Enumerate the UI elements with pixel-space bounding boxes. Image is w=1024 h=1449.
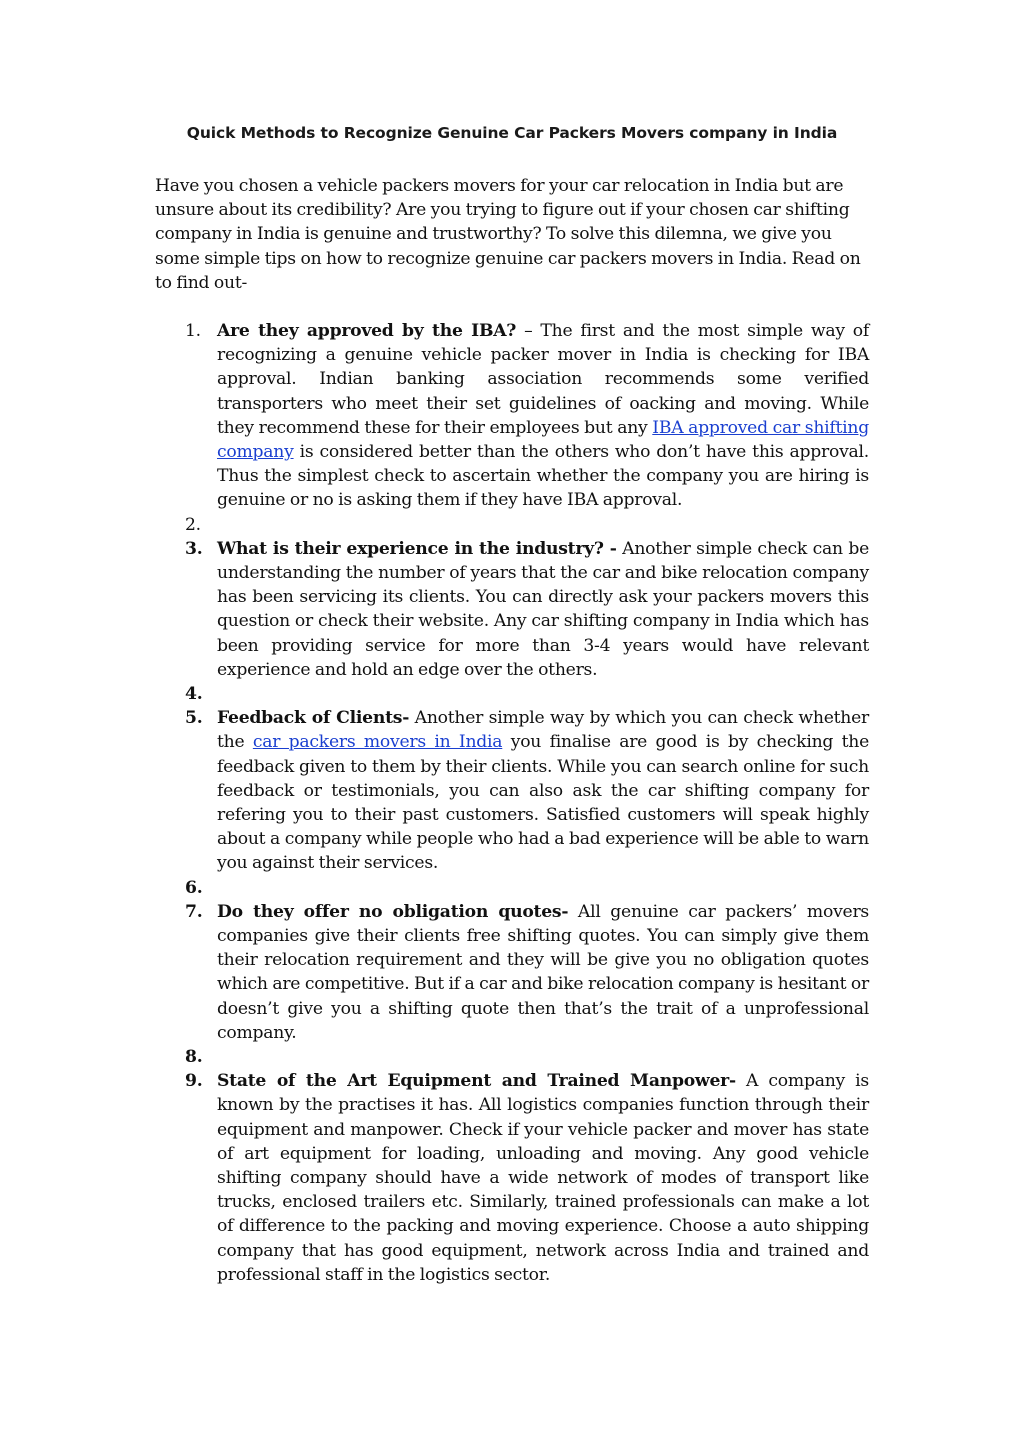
list-number: 3. (185, 538, 203, 559)
list-item-2 (185, 513, 869, 537)
list-item-9 (185, 1069, 869, 1287)
list-number: 7. (185, 901, 203, 922)
item-heading: Are they approved by the IBA? (217, 321, 517, 341)
list-item-1 (185, 319, 869, 513)
list-number: 4. (185, 684, 203, 705)
item-heading: Feedback of Clients- (217, 708, 410, 729)
list-item-5 (185, 706, 869, 875)
item-heading: Do they offer no obligation quotes- (217, 901, 569, 922)
list-item-6 (185, 876, 869, 900)
list-number: 1. (185, 321, 201, 341)
list-number: 8. (185, 1047, 203, 1068)
iba-approved-car-shifting-link[interactable]: IBA approved car shifting company (217, 417, 870, 463)
list-number: 2. (185, 514, 201, 535)
item-text: Another simple check can be understanding the number of years that the car and bike relocation company has been servicing its clients. You can directly ask your packers movers this question or check their website. Any car shifting company in India which has been providing service for more than 3-4 years would have relevant experience and hold an edge over the others. (217, 538, 869, 680)
intro-paragraph: Have you chosen a vehicle packers movers for your car relocation in India but are unsure about its credibility? Are you trying to figure out if your chosen car shifting company in India is genuine and trustworthy? To solve this dilemna, we give you some simple tips on how to recognize genuine car packers movers in India. Read on to find out- (155, 176, 861, 293)
item-text: Another simple way by which you can check whether the (217, 708, 869, 753)
item-text: A company is known by the practises it has. All logistics companies function through their equipment and manpower. Check if your vehicle packer and mover has state of art equipment for loading, unloading and moving. Any good vehicle shifting company should have a wide network of modes of transport like trucks, enclosed trailers etc. Similarly, trained professionals can make a lot of difference to the packing and moving experience. Choose a auto shipping company that has good equipment, network across India and trained and professional staff in the logistics sector. (217, 1071, 869, 1285)
car-packers-movers-india-link[interactable]: car packers movers in India (252, 732, 503, 753)
item-heading: What is their experience in the industry? - (217, 538, 617, 559)
list-item-4 (185, 682, 869, 706)
item-text: you finalise are good is by checking the feedback given to them by their clients. While you can search online for such feedback or testimonials, you can also ask the car shifting company for refering you to their past customers. Satisfied customers will speak highly about a company while people who had a bad experience will be able to warn you against their services. (217, 732, 869, 874)
list-item-3 (185, 537, 869, 682)
list-number: 9. (185, 1071, 203, 1092)
list-number: 6. (185, 877, 203, 898)
list-number: 5. (185, 708, 203, 729)
list-item-8 (185, 1045, 869, 1069)
list-item-7 (185, 900, 869, 1045)
tips-list (185, 319, 869, 1287)
item-text: – The first and the most simple way of recognizing a genuine vehicle packer mover in India is checking for IBA approval. Indian banking association recommends some verified transporters who meet their set guidelines of oacking and moving. While they recommend these for their employees but any (217, 321, 869, 438)
item-text: All genuine car packers’ movers companies give their clients free shifting quotes. You can simply give them their relocation requirement and they will be give you no obligation quotes which are competitive. But if a car and bike relocation company is hesitant or doesn’t give you a shifting quote then that’s the trait of a unprofessional company. (217, 901, 869, 1043)
item-heading: State of the Art Equipment and Trained Manpower- (217, 1071, 736, 1092)
item-text: is considered better than the others who don’t have this approval. Thus the simplest check to ascertain whether the company you are hiring is genuine or no is asking them if they have IBA approval. (217, 442, 869, 511)
document-title: Quick Methods to Recognize Genuine Car Packers Movers company in India (186, 124, 838, 142)
